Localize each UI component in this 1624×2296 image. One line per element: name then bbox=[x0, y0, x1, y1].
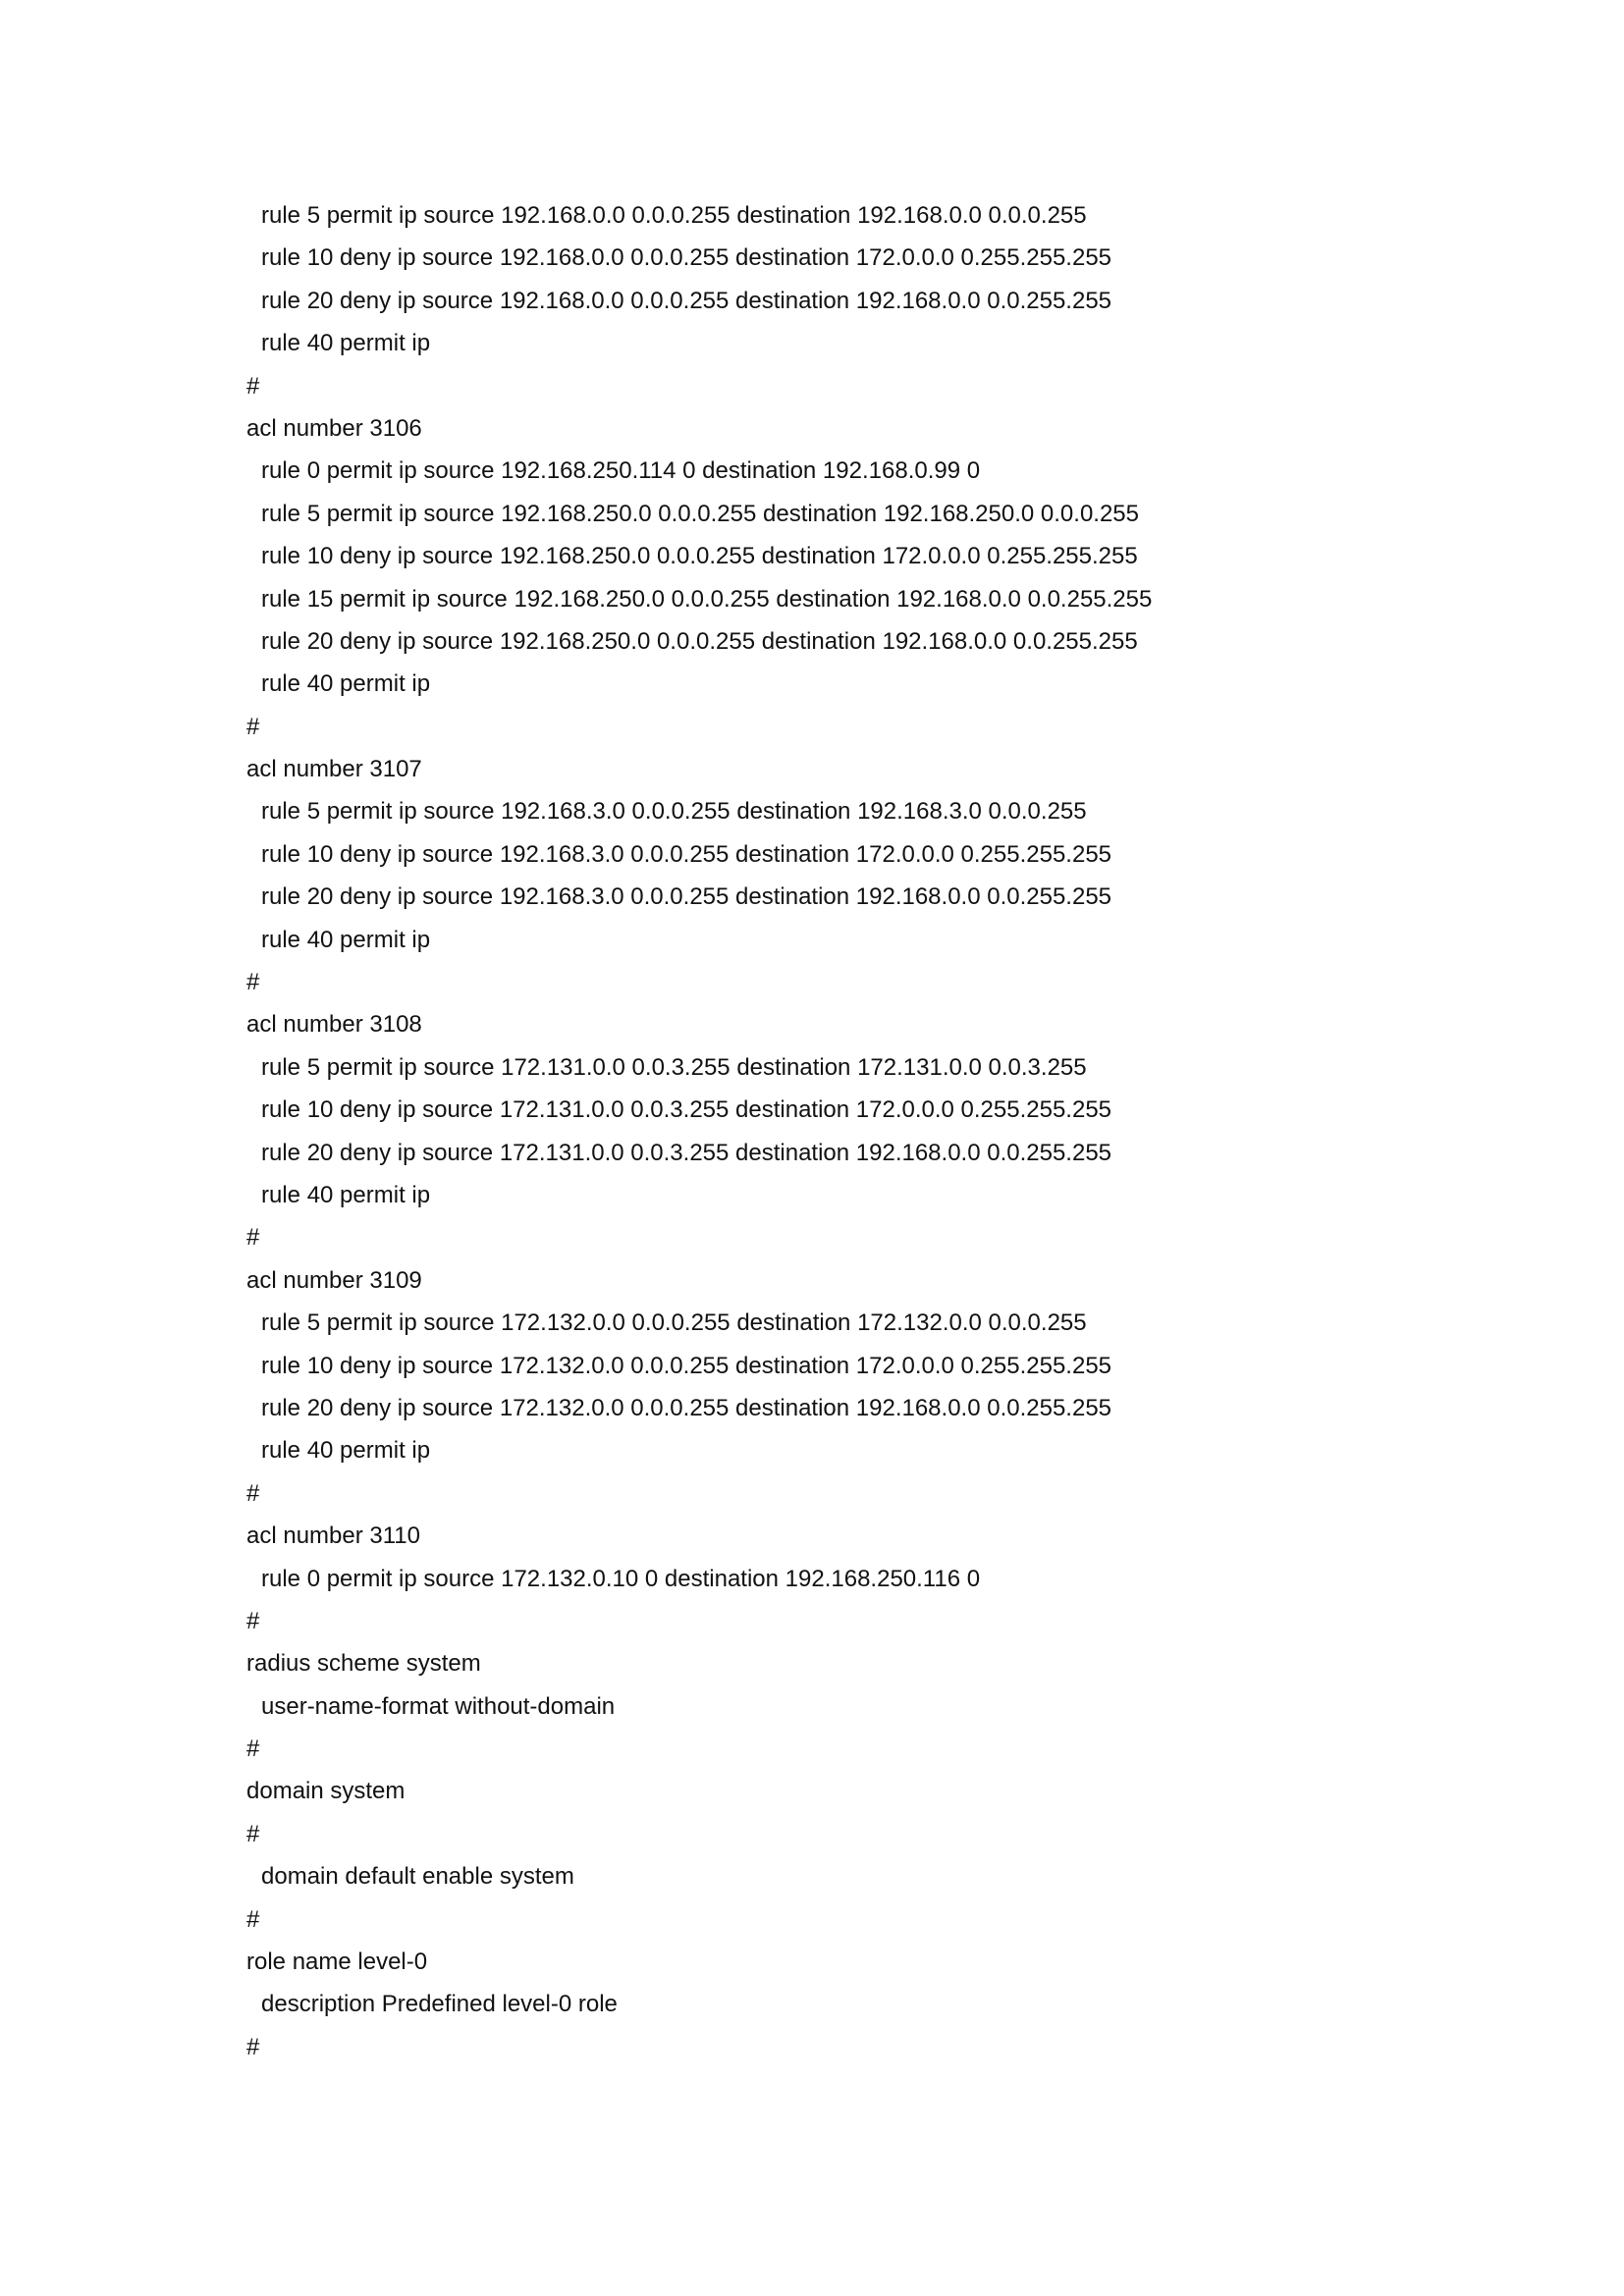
config-line: rule 20 deny ip source 172.132.0.0 0.0.0.255 destination 192.168.0.0 0.0.255.255 bbox=[261, 1394, 1112, 1421]
config-line: rule 5 permit ip source 172.131.0.0 0.0.3.255 destination 172.131.0.0 0.0.3.255 bbox=[261, 1053, 1087, 1081]
config-line: acl number 3108 bbox=[246, 1011, 422, 1039]
config-line: acl number 3107 bbox=[246, 756, 422, 783]
config-line: acl number 3110 bbox=[246, 1522, 420, 1550]
config-line: # bbox=[246, 1735, 260, 1763]
config-line: description Predefined level-0 role bbox=[261, 1991, 618, 2018]
config-line: rule 20 deny ip source 192.168.250.0 0.0.0.255 destination 192.168.0.0 0.0.255.255 bbox=[261, 627, 1138, 655]
config-line: rule 40 permit ip bbox=[261, 330, 431, 357]
config-line: rule 10 deny ip source 172.132.0.0 0.0.0.255 destination 172.0.0.0 0.255.255.255 bbox=[261, 1352, 1112, 1379]
config-line: rule 40 permit ip bbox=[261, 670, 431, 698]
config-line: rule 5 permit ip source 192.168.250.0 0.0.0.255 destination 192.168.250.0 0.0.0.255 bbox=[261, 500, 1139, 527]
config-line: # bbox=[246, 1607, 260, 1634]
config-line: acl number 3106 bbox=[246, 414, 422, 442]
config-line: # bbox=[246, 713, 260, 740]
config-line: # bbox=[246, 1820, 260, 1847]
config-line: role name level-0 bbox=[246, 1949, 428, 1976]
config-line: rule 10 deny ip source 172.131.0.0 0.0.3.255 destination 172.0.0.0 0.255.255.255 bbox=[261, 1096, 1112, 1124]
config-line: # bbox=[246, 1905, 260, 1933]
config-line: rule 5 permit ip source 192.168.3.0 0.0.0.255 destination 192.168.3.0 0.0.0.255 bbox=[261, 798, 1087, 826]
config-line: # bbox=[246, 1479, 260, 1507]
config-line: rule 20 deny ip source 192.168.3.0 0.0.0.255 destination 192.168.0.0 0.0.255.255 bbox=[261, 883, 1112, 911]
config-line: # bbox=[246, 372, 260, 400]
config-line: # bbox=[246, 1224, 260, 1252]
config-line: rule 5 permit ip source 172.132.0.0 0.0.0.255 destination 172.132.0.0 0.0.0.255 bbox=[261, 1309, 1087, 1337]
config-line: rule 5 permit ip source 192.168.0.0 0.0.0.255 destination 192.168.0.0 0.0.0.255 bbox=[261, 202, 1087, 229]
config-line: rule 20 deny ip source 172.131.0.0 0.0.3.255 destination 192.168.0.0 0.0.255.255 bbox=[261, 1139, 1112, 1166]
config-line: user-name-format without-domain bbox=[261, 1692, 616, 1720]
config-line: rule 10 deny ip source 192.168.0.0 0.0.0.255 destination 172.0.0.0 0.255.255.255 bbox=[261, 244, 1112, 272]
config-line: rule 10 deny ip source 192.168.250.0 0.0.0.255 destination 172.0.0.0 0.255.255.255 bbox=[261, 543, 1138, 570]
config-line: rule 15 permit ip source 192.168.250.0 0.0.0.255 destination 192.168.0.0 0.0.255.255 bbox=[261, 585, 1153, 613]
config-text-block bbox=[246, 194, 1425, 2068]
config-line: rule 40 permit ip bbox=[261, 926, 431, 953]
config-line: rule 40 permit ip bbox=[261, 1437, 431, 1465]
config-line: domain system bbox=[246, 1778, 406, 1805]
config-line: domain default enable system bbox=[261, 1863, 574, 1891]
config-line: rule 40 permit ip bbox=[261, 1181, 431, 1208]
config-line: rule 0 permit ip source 172.132.0.10 0 destination 192.168.250.116 0 bbox=[261, 1565, 981, 1592]
config-line: rule 10 deny ip source 192.168.3.0 0.0.0.255 destination 172.0.0.0 0.255.255.255 bbox=[261, 840, 1112, 868]
config-line: # bbox=[246, 969, 260, 996]
config-line: # bbox=[246, 2033, 260, 2060]
config-line: radius scheme system bbox=[246, 1650, 481, 1678]
config-line: rule 0 permit ip source 192.168.250.114 0 destination 192.168.0.99 0 bbox=[261, 457, 981, 485]
config-line: rule 20 deny ip source 192.168.0.0 0.0.0.255 destination 192.168.0.0 0.0.255.255 bbox=[261, 287, 1112, 314]
config-line: acl number 3109 bbox=[246, 1266, 422, 1294]
